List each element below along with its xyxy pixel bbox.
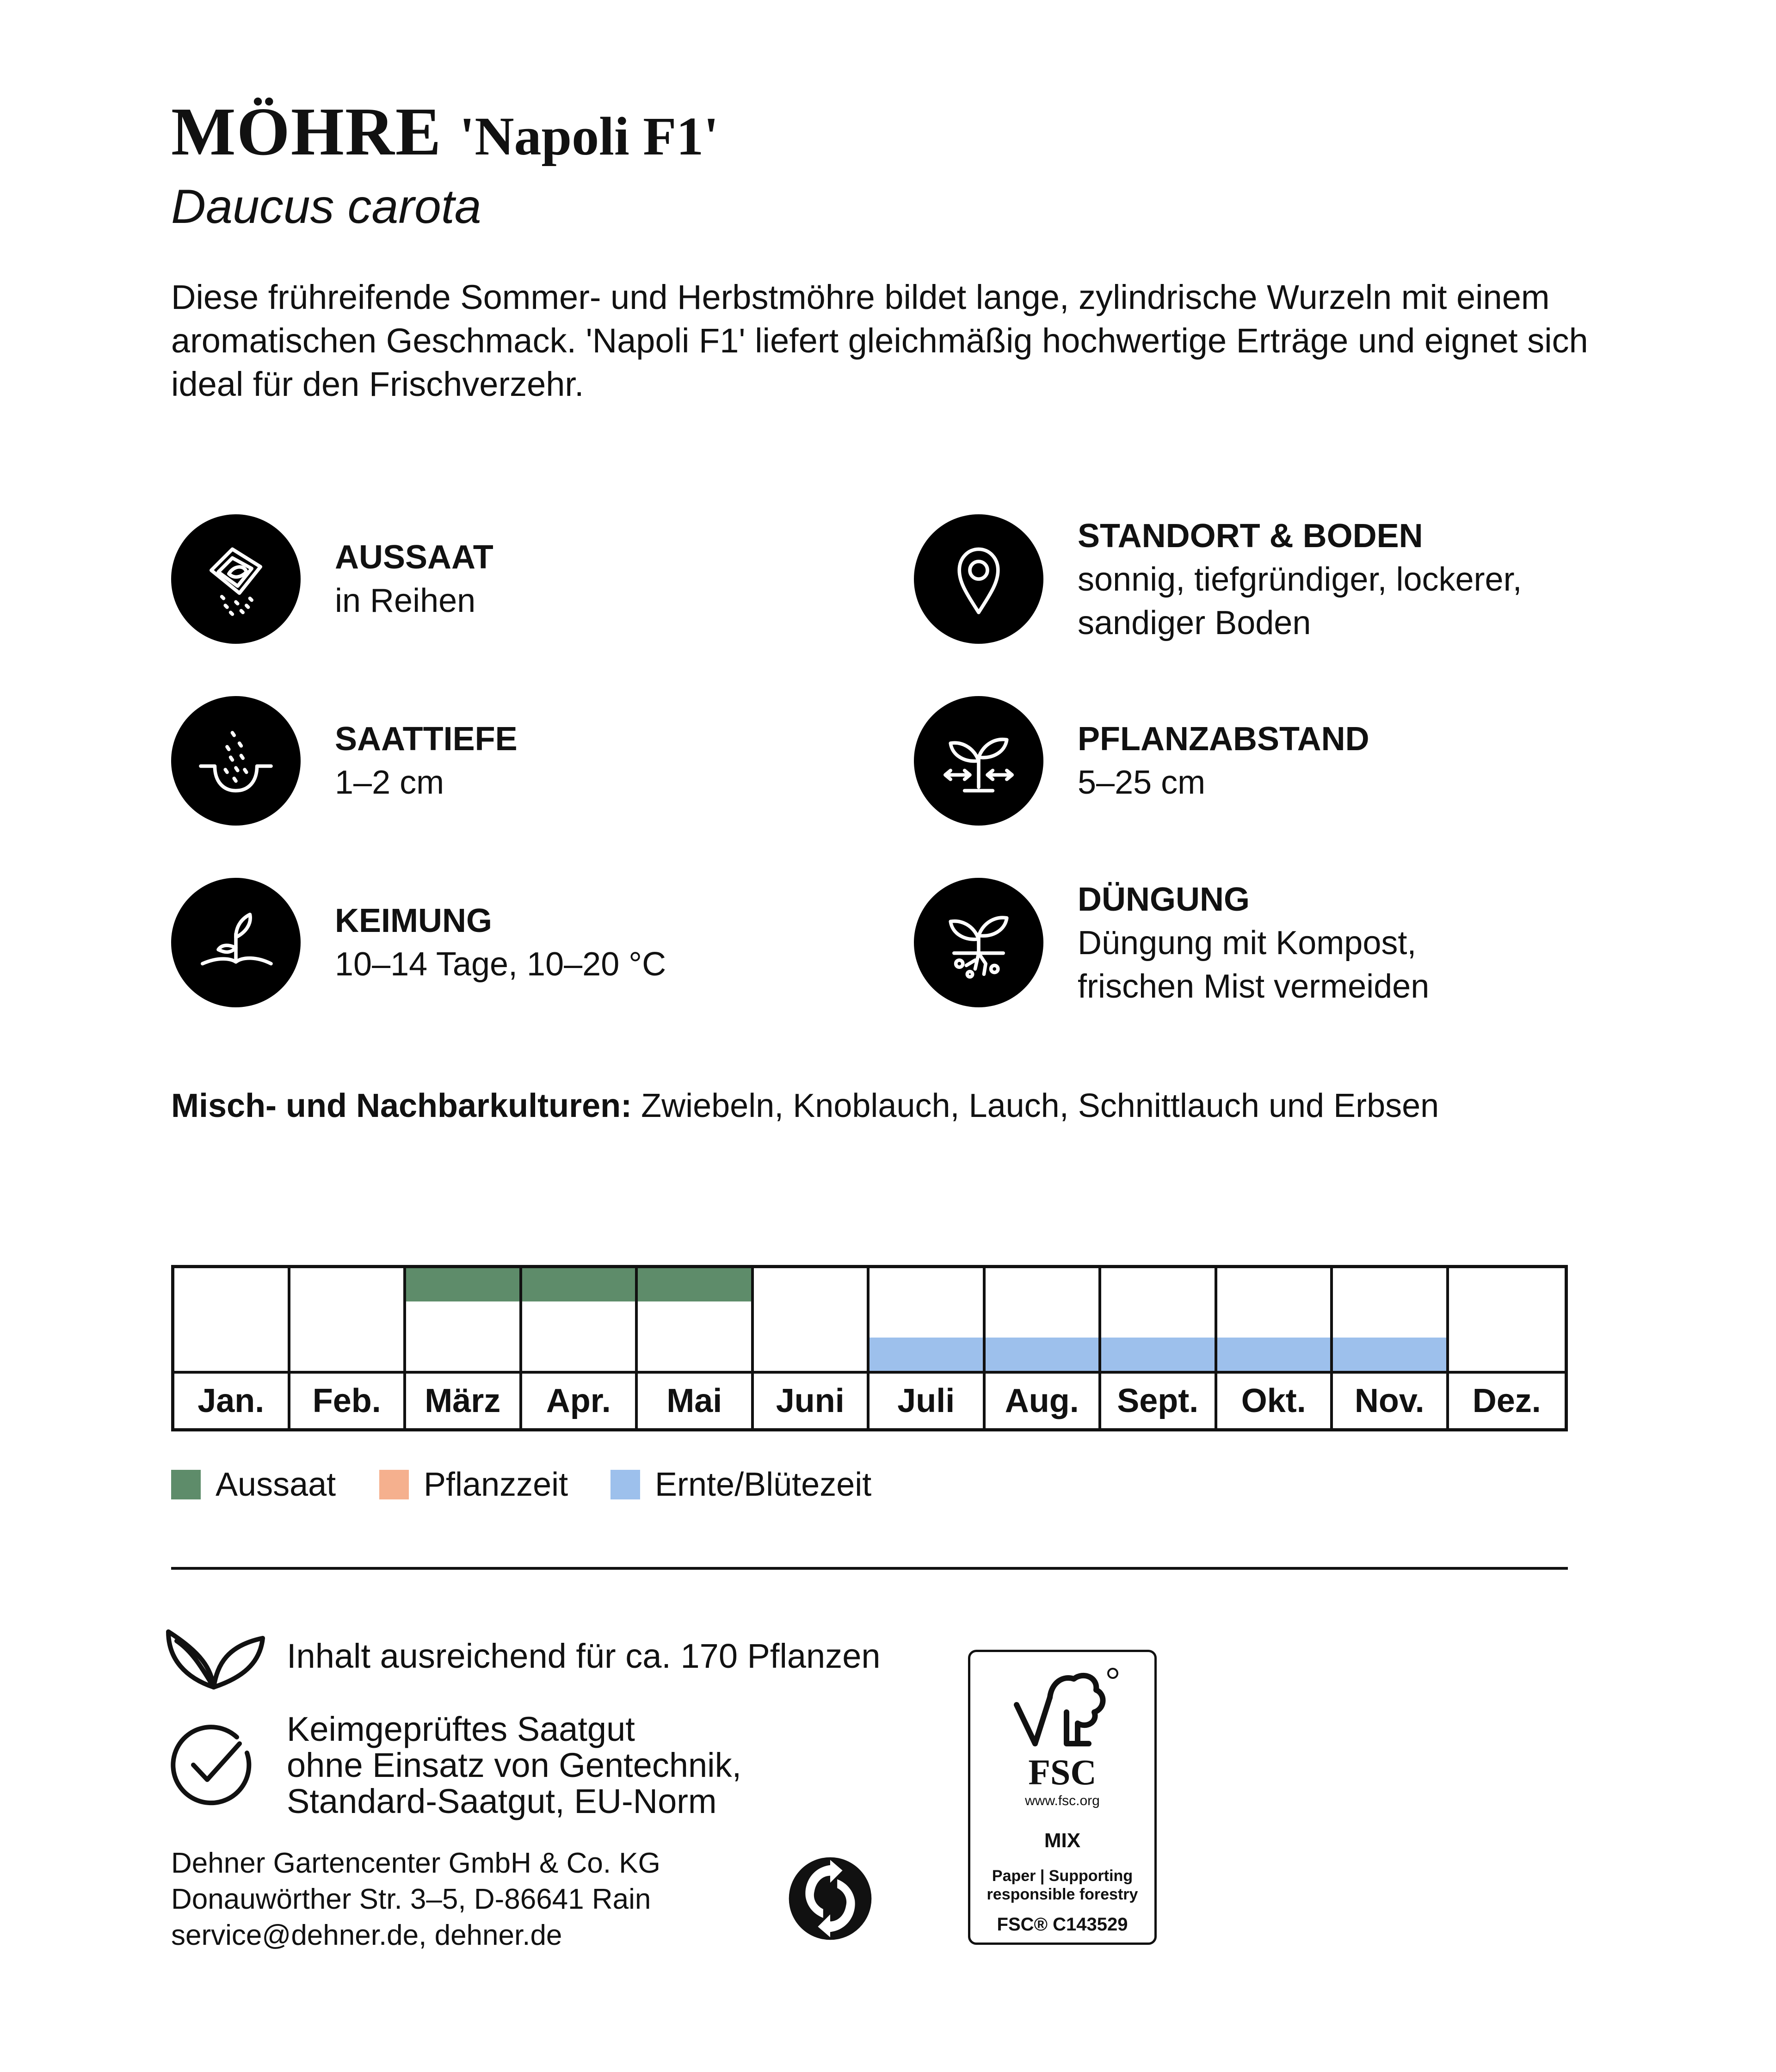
legend-swatch <box>610 1470 640 1499</box>
calendar-bar-area <box>986 1268 1099 1374</box>
fsc-tree-icon <box>1009 1664 1120 1757</box>
feature-title: STANDORT & BODEN <box>1078 518 1423 555</box>
check-circle-icon <box>167 1720 255 1808</box>
fsc-claim-line: responsible forestry <box>987 1886 1138 1903</box>
calendar-month-label: Aug. <box>1005 1382 1079 1419</box>
product-title <box>171 92 719 171</box>
quality-line: Keimgeprüftes Saatgut <box>287 1710 635 1748</box>
calendar-bar-area <box>174 1268 288 1374</box>
company-line: Dehner Gartencenter GmbH & Co. KG <box>171 1847 660 1879</box>
fsc-url: www.fsc.org <box>1025 1793 1100 1808</box>
calendar-month-label: Okt. <box>1241 1382 1306 1419</box>
feature-value: 1–2 cm <box>335 764 444 801</box>
fsc-brand: FSC <box>1028 1752 1097 1792</box>
feature-value: sonnig, tiefgründiger, lockerer, <box>1078 561 1522 598</box>
calendar-month-label: März <box>425 1382 501 1419</box>
feature-title: AUSSAAT <box>335 539 493 576</box>
calendar-month-label: Dez. <box>1472 1382 1541 1419</box>
plant-spacing-icon <box>914 696 1043 826</box>
calendar-month-label: Mai <box>666 1382 722 1419</box>
legend-swatch <box>379 1470 409 1499</box>
quality-info <box>287 1711 741 1819</box>
latin-name: Daucus carota <box>171 180 481 234</box>
divider <box>171 1567 1568 1570</box>
harvest-bar <box>1101 1338 1215 1371</box>
sowing-bar <box>638 1268 751 1301</box>
product-description: Diese frühreifende Sommer- und Herbstmöhre bildet lange, zylindrische Wurzeln mit einem aromatischen Geschmack. 'Napoli F1' liefert gleichmäßig hochwertige Erträge und eignet sich ideal für den Frischverzehr. <box>171 278 1588 403</box>
seed-packet-icon <box>171 514 301 644</box>
feature-title: SAATTIEFE <box>335 721 518 758</box>
calendar-month-label: Juli <box>897 1382 955 1419</box>
harvest-bar <box>986 1338 1099 1371</box>
seed-depth-icon <box>171 696 301 826</box>
calendar-bar-area <box>1449 1268 1565 1374</box>
calendar-bar-area <box>406 1268 519 1374</box>
calendar-bar-area <box>522 1268 635 1374</box>
harvest-bar <box>1217 1338 1331 1371</box>
quantity-info: Inhalt ausreichend für ca. 170 Pflanzen <box>287 1637 881 1675</box>
calendar-bar-area <box>870 1268 983 1374</box>
company-address <box>171 1845 660 1954</box>
legend-label: Pflanzzeit <box>424 1466 568 1503</box>
feature-value: frischen Mist vermeiden <box>1078 968 1430 1005</box>
feature-value: Düngung mit Kompost, <box>1078 925 1417 962</box>
company-line: service@dehner.de, dehner.de <box>171 1919 562 1951</box>
calendar-month-label: Juni <box>776 1382 845 1419</box>
sowing-bar <box>522 1268 635 1301</box>
calendar-month-label: Feb. <box>312 1382 381 1419</box>
feature-value: sandiger Boden <box>1078 604 1311 641</box>
calendar-bar-area <box>1333 1268 1446 1374</box>
harvest-bar <box>1333 1338 1446 1371</box>
fsc-code: FSC® C143529 <box>997 1914 1128 1935</box>
fsc-label <box>968 1650 1157 1945</box>
calendar-month <box>406 1268 522 1428</box>
calendar-bar-area <box>754 1268 867 1374</box>
calendar-month-label: Nov. <box>1354 1382 1424 1419</box>
companion-plants <box>171 1087 1439 1125</box>
legend-label: Ernte/Blütezeit <box>655 1466 872 1503</box>
calendar-bar-area <box>1101 1268 1215 1374</box>
sowing-bar <box>406 1268 519 1301</box>
calendar-bar-area <box>638 1268 751 1374</box>
product-name: MÖHRE <box>171 94 442 170</box>
calendar-month-label: Sept. <box>1117 1382 1199 1419</box>
calendar-month <box>174 1268 290 1428</box>
harvest-bar <box>870 1338 983 1371</box>
feature-value: in Reihen <box>335 582 476 619</box>
calendar-month <box>986 1268 1102 1428</box>
legend-swatch <box>171 1470 201 1499</box>
calendar-month <box>522 1268 638 1428</box>
calendar-month <box>1333 1268 1449 1428</box>
fsc-claim-line: Paper | Supporting <box>992 1867 1133 1885</box>
company-line: Donauwörther Str. 3–5, D-86641 Rain <box>171 1883 651 1915</box>
calendar-month <box>1449 1268 1565 1428</box>
legend-label: Aussaat <box>216 1466 336 1503</box>
quality-line: ohne Einsatz von Gentechnik, <box>287 1746 742 1784</box>
sprout-icon <box>171 878 301 1007</box>
quality-line: Standard-Saatgut, EU-Norm <box>287 1782 717 1820</box>
calendar-month <box>290 1268 407 1428</box>
location-pin-icon <box>914 514 1043 644</box>
recycling-logo-icon <box>786 1855 874 1942</box>
calendar-month-label: Apr. <box>546 1382 611 1419</box>
leaves-icon <box>163 1613 269 1692</box>
feature-title: KEIMUNG <box>335 902 492 939</box>
calendar-month-label: Jan. <box>197 1382 265 1419</box>
fertilizer-icon <box>914 878 1043 1007</box>
calendar-bar-area <box>290 1268 404 1374</box>
calendar-month <box>870 1268 986 1428</box>
calendar-month <box>1217 1268 1333 1428</box>
sowing-calendar <box>171 1265 1568 1431</box>
feature-value: 10–14 Tage, 10–20 °C <box>335 946 666 983</box>
product-variety: 'Napoli F1' <box>459 106 719 166</box>
fsc-mix: MIX <box>1044 1829 1081 1852</box>
companion-label: Misch- und Nachbarkulturen: <box>171 1087 632 1124</box>
calendar-bar-area <box>1217 1268 1331 1374</box>
calendar-month <box>638 1268 754 1428</box>
calendar-month <box>1101 1268 1217 1428</box>
feature-title: DÜNGUNG <box>1078 881 1250 918</box>
calendar-month <box>754 1268 870 1428</box>
feature-value: 5–25 cm <box>1078 764 1206 801</box>
companion-value: Zwiebeln, Knoblauch, Lauch, Schnittlauch und Erbsen <box>641 1087 1439 1124</box>
feature-title: PFLANZABSTAND <box>1078 721 1369 758</box>
